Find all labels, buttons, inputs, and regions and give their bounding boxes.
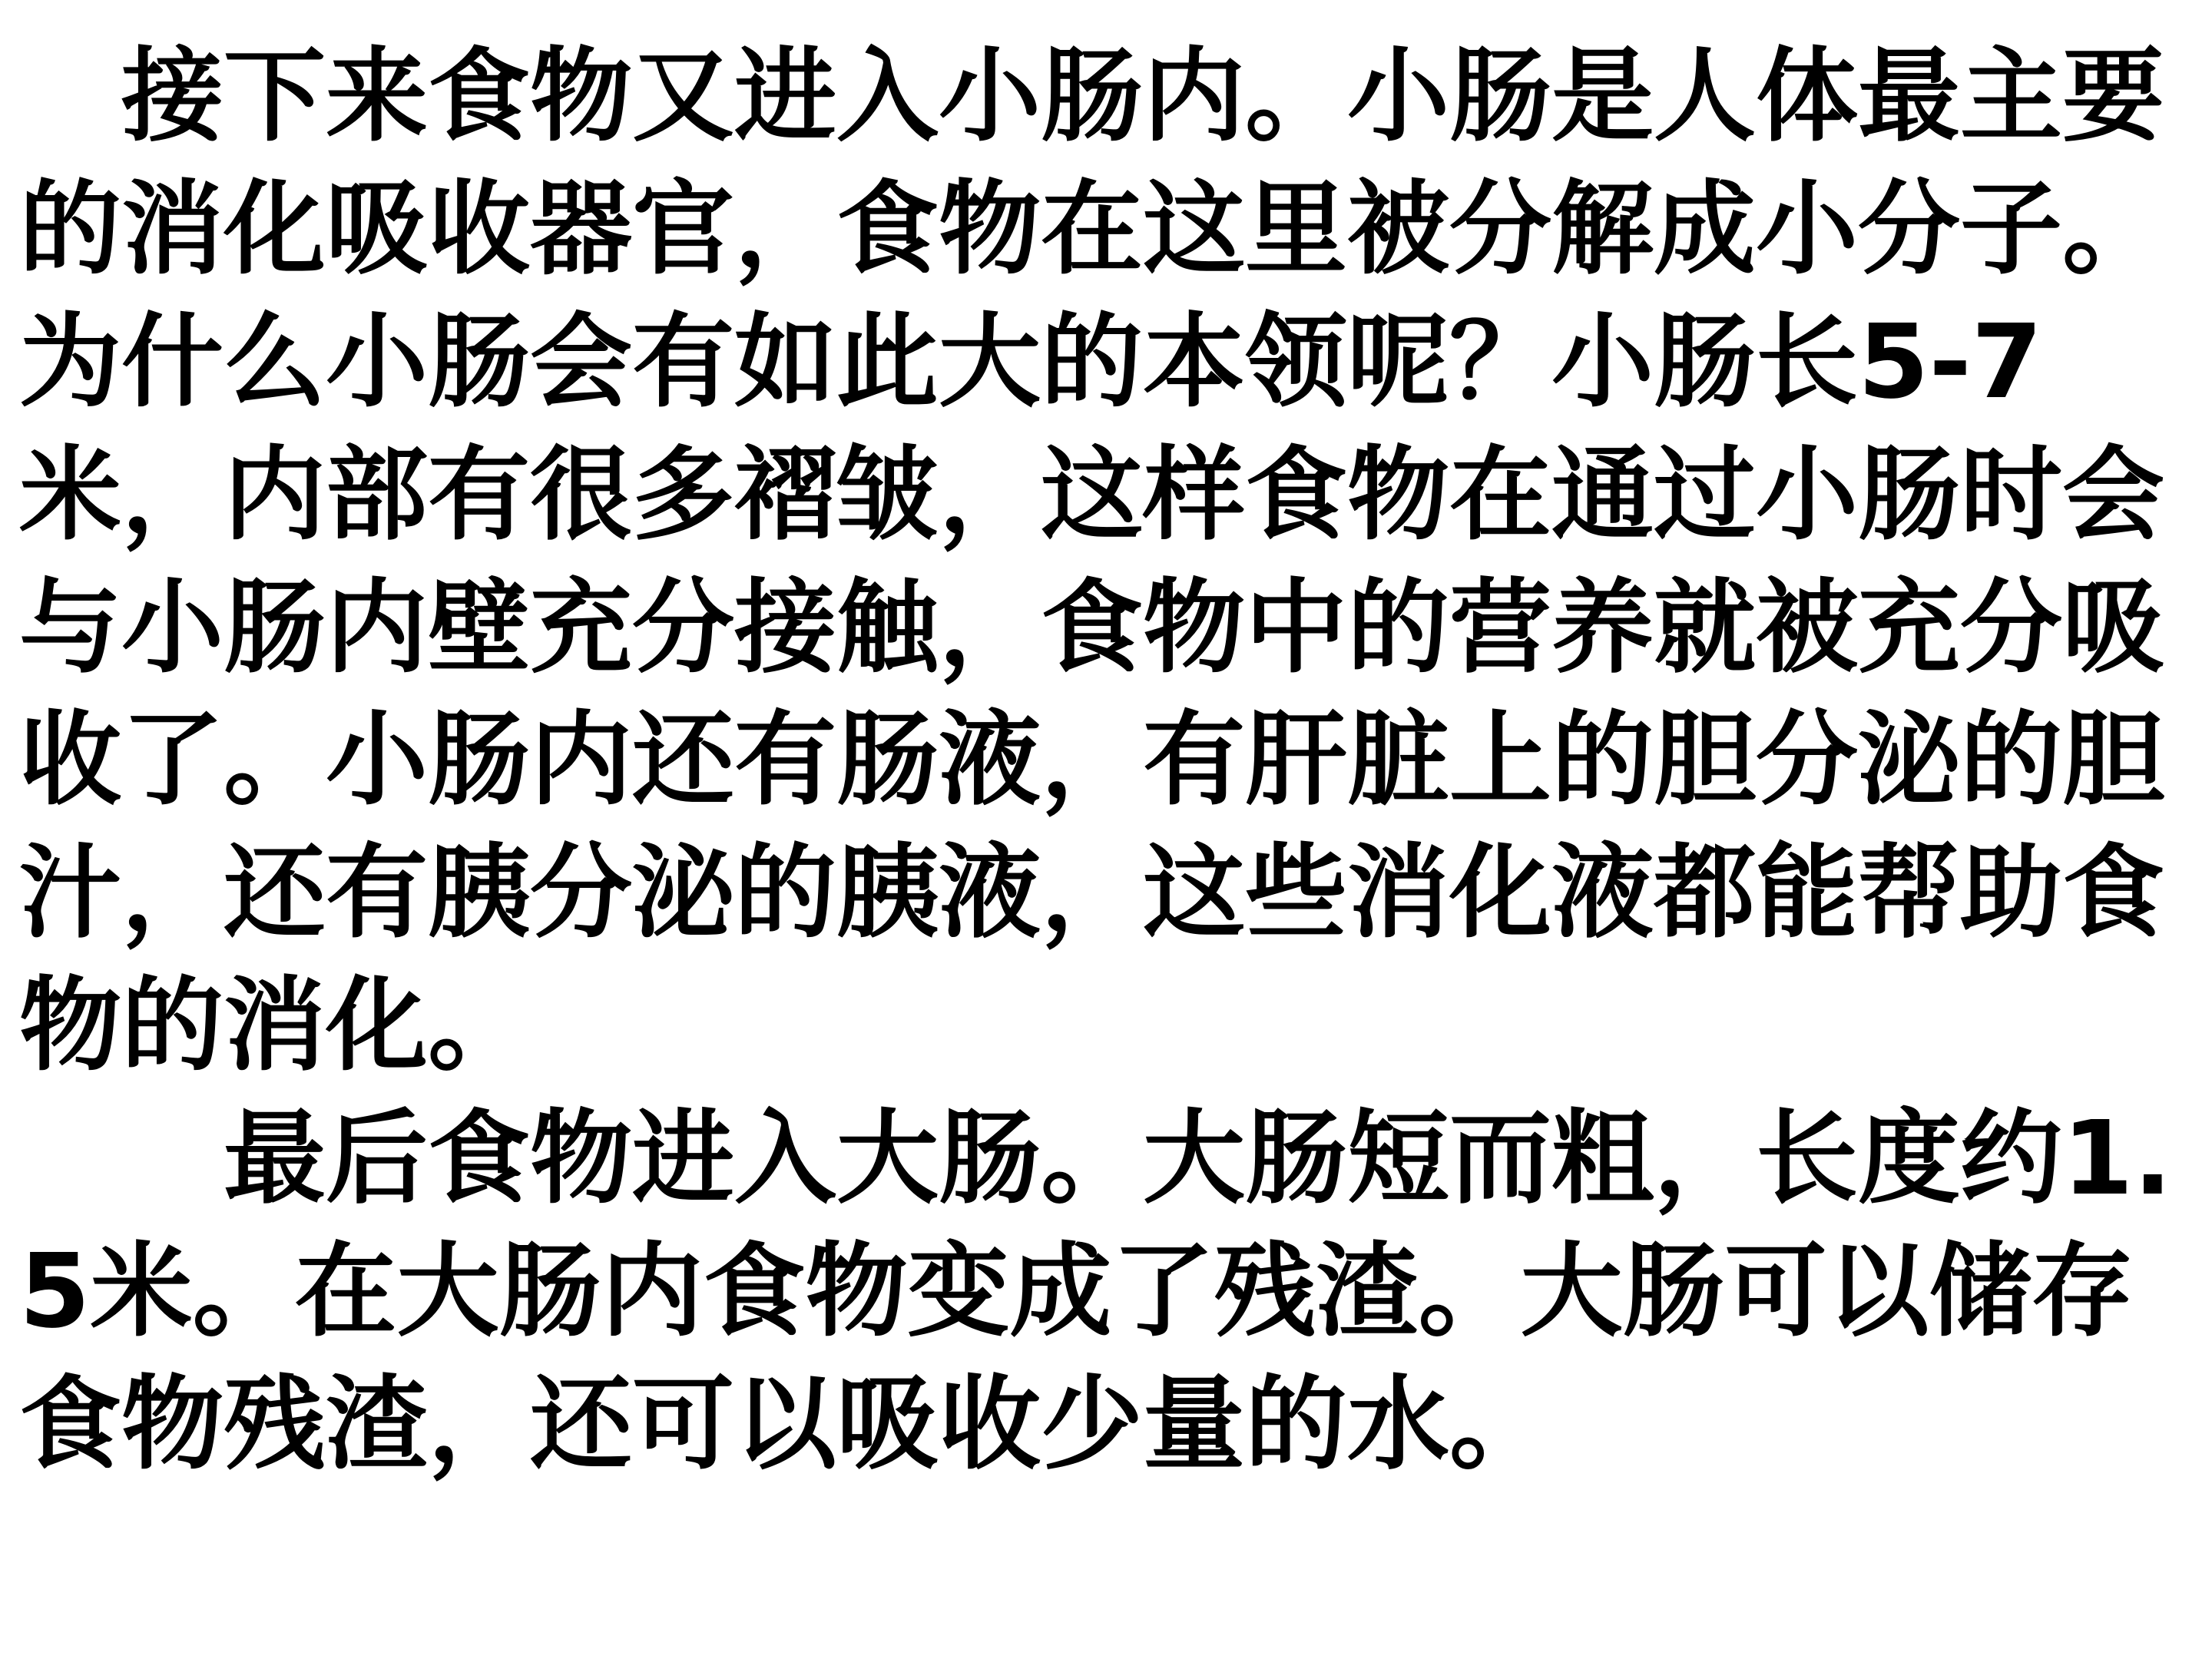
paragraph-large-intestine: 最后食物进入大肠。大肠短而粗，长度约1.5米。在大肠内食物变成了残渣。大肠可以储存食物残渣，还可以吸收少量的水。 xyxy=(19,1100,2173,1484)
paragraph-small-intestine: 接下来食物又进入小肠内。小肠是人体最主要的消化吸收器官，食物在这里被分解成小分子。为什么小肠会有如此大的本领呢？小肠长5-7米，内部有很多褶皱，这样食物在通过小肠时会与小肠内壁充分接触，食物中的营养就被充分吸收了。小肠内还有肠液，有肝脏上的胆分泌的胆汁，还有胰分泌的胰液，这些消化液都能帮助食物的消化。 xyxy=(19,38,2164,1086)
slide-text-body xyxy=(0,31,2212,1492)
